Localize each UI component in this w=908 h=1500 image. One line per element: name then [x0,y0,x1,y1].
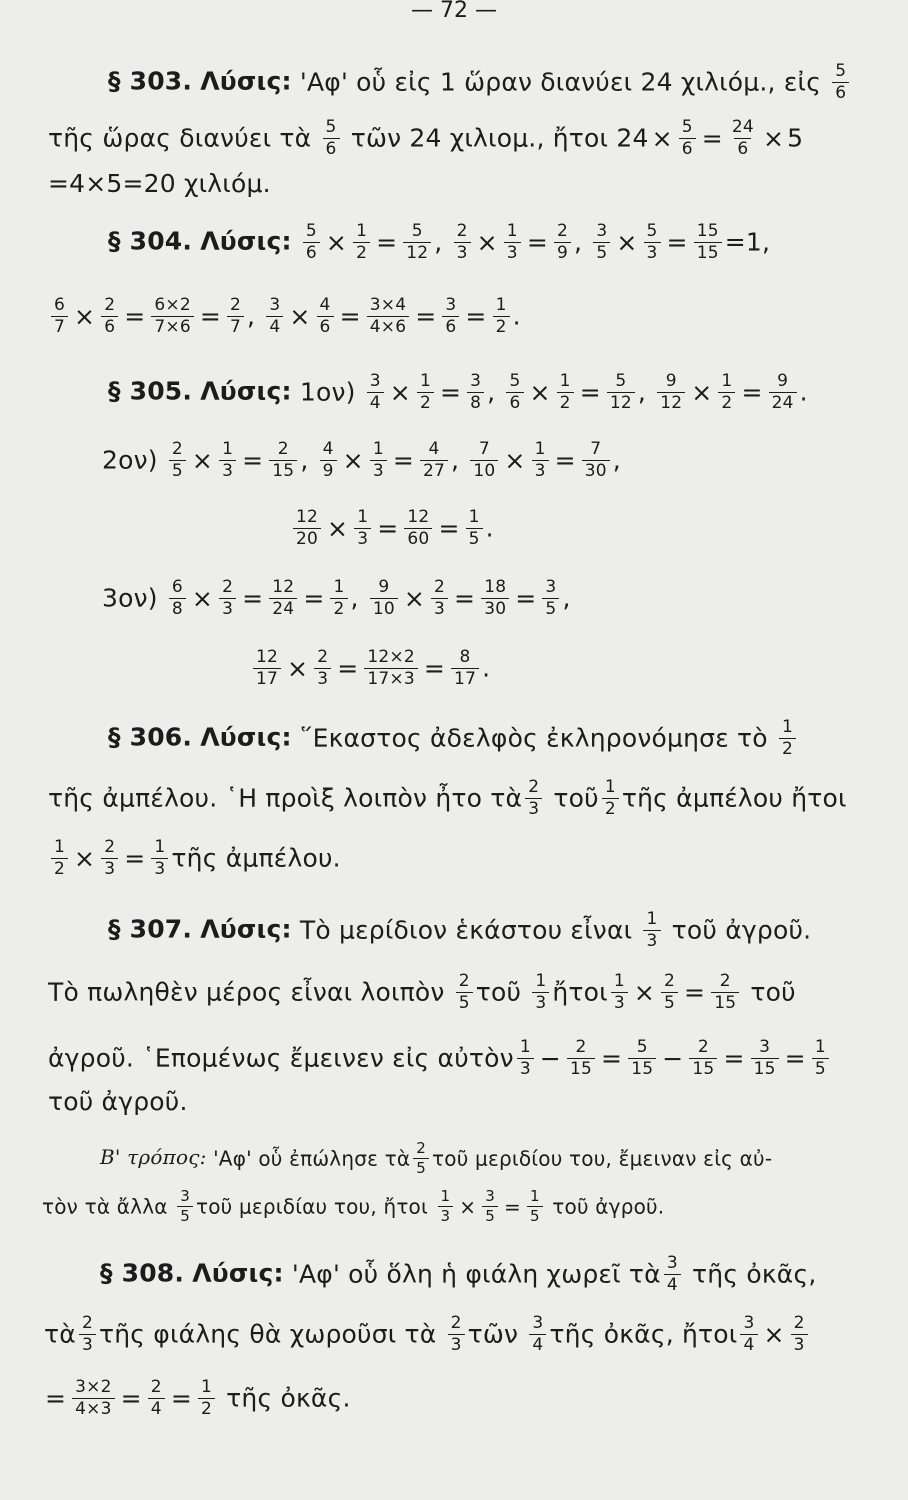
s307-line3 [48,1038,832,1079]
times-sign: × [762,123,785,153]
s304-line2 [48,296,521,337]
s305-line3 [290,508,494,549]
s308-line2 [44,1314,811,1355]
fraction: $\frac{2}{3}$ [525,778,542,819]
text: τῆς ὀκᾶς, [692,1259,817,1289]
page-number: — 72 — [411,0,497,23]
section-number: § 304. [108,226,193,256]
equals-sign: = [242,445,264,475]
s305-line5 [250,648,490,689]
fraction: $\frac{9}{10}$ [370,578,398,619]
s305-line4 [102,578,571,619]
fraction: $\frac{3}{4}$ [529,1314,546,1355]
fraction: $\frac{2}{3}$ [314,648,331,689]
times-sign: × [633,977,655,1007]
times-sign: × [476,227,498,257]
fraction: $\frac{3}{4}$ [266,296,283,337]
equals-sign: = [124,843,146,873]
fraction: $\frac{1}{2}$ [51,838,68,879]
fraction: $\frac{2}{9}$ [554,222,571,263]
times-sign: × [74,843,96,873]
times-sign: × [74,301,96,331]
text: τοῦ ἀγροῦ. [671,915,812,945]
text: τοῦ [475,977,522,1007]
times-sign: × [616,227,638,257]
s308-line3 [42,1378,351,1419]
fraction: $\frac{2}{5}$ [661,972,678,1013]
fraction: $\frac{2}{4}$ [148,1378,165,1419]
section-number: § 306. [108,722,193,752]
fraction: $\frac{5}{6}$ [506,372,523,413]
punctuation: . [799,377,808,407]
equals-sign: = [124,301,146,331]
text: τῆς ἀμπέλου ἤτοι [621,783,847,813]
part-label: 1ον) [299,377,356,407]
text: τοῦ μεριδίαυ του, ἤτοι [195,1194,428,1219]
text: =4×5=20 χιλιόμ. [48,169,271,198]
fraction: $\frac{24}{6}$ [731,117,754,159]
s305-line1 [108,372,808,413]
times-sign: × [327,513,349,543]
punctuation: . [512,301,521,331]
punctuation: , [451,445,460,475]
fraction: $\frac{5}{15}$ [628,1038,656,1079]
equals-sign: = [199,301,222,331]
punctuation: , [300,445,309,475]
fraction: $\frac{5}{12}$ [607,372,635,413]
s303-line3 [48,168,271,199]
fraction: $\frac{2}{5}$ [413,1140,429,1177]
solution-label: Λύσις: [200,722,292,752]
text: τῆς φιάλης θὰ χωροῦσι τὰ [98,1319,437,1349]
equals-sign: = [339,301,361,331]
text: τῶν [467,1319,519,1349]
text: ἤτοι [552,977,608,1007]
section-number: § 303. [108,66,193,96]
fraction: $\frac{12}{20}$ [293,508,321,549]
s307-line4 [48,1086,188,1117]
fraction: $\frac{1}{5}$ [812,1038,829,1079]
text: τῆς ἀμπέλου. ῾Η προὶξ λοιπὸν ἦτο τὰ [48,783,523,813]
punctuation: , [637,377,647,407]
fraction: $\frac{1}{3}$ [517,1038,534,1079]
text: 5 [787,123,804,153]
equals-sign: = [454,583,476,613]
punctuation: , [562,583,571,613]
equals-sign: = [526,227,548,257]
punctuation: , [247,301,256,331]
text: τῆς ὀκᾶς, ἤτοι [549,1319,738,1349]
section-number: § 308. [100,1258,185,1288]
fraction: $\frac{1}{3}$ [504,222,521,263]
fraction: $\frac{1}{5}$ [466,508,483,549]
fraction: $\frac{2}{3}$ [79,1314,96,1355]
fraction: $\frac{1}{3}$ [354,508,371,549]
text: τῆς ὀκᾶς. [226,1383,351,1413]
times-sign: × [389,377,411,407]
fraction: $\frac{1}{3}$ [532,972,549,1013]
section-number: § 307. [108,914,193,944]
punctuation: , [434,227,443,257]
equals-sign: = [701,123,723,153]
fraction: $\frac{2}{3}$ [101,838,118,879]
fraction: $\frac{9}{24}$ [769,372,797,413]
s306-line3 [48,838,341,879]
text: τοῦ ἀγροῦ. [552,1194,665,1219]
fraction: $\frac{5}{6}$ [679,118,696,159]
fraction: $\frac{3\times 2}{4\times 3}$ [72,1378,114,1419]
fraction: $\frac{15}{15}$ [694,222,722,263]
fraction: $\frac{1}{3}$ [219,440,236,481]
text: ἀγροῦ. ῾Επομένως ἔμεινεν εἰς αὐτὸν [48,1043,514,1073]
punctuation: , [574,227,583,257]
fraction: $\frac{5}{3}$ [644,222,661,263]
equals-sign: = [376,227,398,257]
fraction: $\frac{12}{17}$ [253,648,281,689]
times-sign: × [191,583,214,613]
s306-line2 [48,778,847,819]
fraction: $\frac{7}{30}$ [582,440,610,481]
equals-sign: = [465,301,487,331]
solution-label: Λύσις: [200,226,292,256]
fraction: $\frac{2}{7}$ [227,296,244,337]
times-sign: × [763,1319,785,1349]
fraction: $\frac{1}{3}$ [438,1188,454,1225]
fraction: $\frac{2}{6}$ [101,296,118,337]
text: τοῦ [750,977,796,1007]
s307-line5 [100,1140,772,1177]
fraction: $\frac{2}{5}$ [169,440,186,481]
text: τοῦ ἀγροῦ. [48,1087,188,1116]
minus-sign: − [539,1043,561,1073]
fraction: $\frac{12\times 2}{17\times 3}$ [364,648,418,689]
times-sign: × [342,445,364,475]
text: ῞Εκαστος ἀδελφὸς ἐκληρονόμησε τὸ [299,723,768,753]
s306-line1 [108,718,799,759]
equals-sign: = [377,513,399,543]
times-sign: × [459,1194,477,1219]
fraction: $\frac{3}{5}$ [177,1188,193,1225]
part-label: 2ον) [102,445,158,475]
equals-sign: = [415,301,437,331]
s303-line2 [48,118,803,159]
equals-sign: = [303,583,325,613]
fraction: $\frac{1}{2}$ [330,578,347,619]
fraction: $\frac{3\times 4}{4\times 6}$ [367,296,409,337]
text: τῶν 24 χιλιομ., ἤτοι 24 [350,123,649,153]
s308-line1 [100,1254,817,1295]
s303-line1 [108,62,852,103]
fraction: $\frac{12}{60}$ [404,508,432,549]
fraction: $\frac{2}{3}$ [454,222,471,263]
text: Τὸ πωληθὲν μέρος εἶναι λοιπὸν [48,977,445,1007]
text: τοῦ [553,783,599,813]
fraction: $\frac{6}{8}$ [169,578,186,619]
fraction: $\frac{2}{3}$ [791,1314,808,1355]
fraction: $\frac{18}{30}$ [481,578,509,619]
fraction: $\frac{4}{6}$ [317,296,334,337]
fraction: $\frac{5}{6}$ [323,118,340,159]
punctuation: . [485,513,494,543]
text: 'Αφ' οὗ ἐπώλησε τὰ [213,1146,411,1171]
fraction: $\frac{4}{27}$ [420,440,448,481]
fraction: $\frac{5}{6}$ [303,222,320,263]
solution-label: Λύσις: [200,66,292,96]
solution-label: Λύσις: [192,1258,284,1288]
fraction: $\frac{1}{3}$ [532,440,549,481]
equals-sign: = [666,227,688,257]
fraction: $\frac{3}{5}$ [482,1188,498,1225]
times-sign: × [691,377,713,407]
fraction: $\frac{2}{3}$ [431,578,448,619]
s307-line1 [108,910,811,951]
fraction: $\frac{3}{5}$ [593,222,610,263]
times-sign: × [651,123,673,153]
text: Τὸ μερίδιον ἑκάστου εἶναι [299,915,633,945]
equals-sign: = [504,1194,521,1219]
fraction: $\frac{12}{24}$ [269,578,297,619]
times-sign: × [287,653,309,683]
times-sign: × [504,445,526,475]
fraction: $\frac{1}{2}$ [718,372,735,413]
equals-sign: = [723,1043,745,1073]
text: =1, [724,227,771,257]
fraction: $\frac{1}{3}$ [611,972,628,1013]
punctuation: . [482,653,491,683]
equals-sign: = [170,1383,192,1413]
minus-sign: − [662,1043,684,1073]
text: τὰ [44,1319,76,1349]
fraction: $\frac{2}{15}$ [567,1038,595,1079]
text: 'Αφ' οὗ εἰς 1 ὥραν διανύει 24 χιλιόμ., εἰς [299,67,822,97]
equals-sign: = [423,653,446,683]
s307-line2 [48,972,796,1013]
times-sign: × [289,301,311,331]
times-sign: × [529,377,551,407]
fraction: $\frac{1}{2}$ [602,778,619,819]
fraction: $\frac{1}{5}$ [527,1188,543,1225]
equals-sign: = [337,653,359,683]
fraction: $\frac{1}{3}$ [151,838,168,879]
equals-sign: = [579,377,601,407]
text: τοῦ μεριδίου του, ἔμειναν εἰς αὐ- [432,1146,773,1171]
fraction: $\frac{2}{15}$ [689,1038,717,1079]
fraction: $\frac{1}{3}$ [370,440,387,481]
equals-sign: = [515,583,537,613]
part-label: 3ον) [102,583,158,613]
s307-line6 [42,1188,664,1225]
fraction: $\frac{1}{2}$ [417,372,434,413]
text: 'Αφ' οὗ ὅλη ἡ φιάλη χωρεῖ τὰ [291,1259,661,1289]
punctuation: , [350,583,359,613]
fraction: $\frac{2}{5}$ [456,972,473,1013]
solution-label: Λύσις: [200,914,292,944]
text: τῆς ἀμπέλου. [171,843,341,873]
fraction: $\frac{5}{12}$ [403,222,431,263]
fraction: $\frac{2}{3}$ [448,1314,465,1355]
equals-sign: = [45,1383,67,1413]
fraction: $\frac{3}{4}$ [367,372,384,413]
equals-sign: = [242,583,264,613]
fraction: $\frac{2}{3}$ [219,578,236,619]
fraction: $\frac{1}{2}$ [557,372,574,413]
equals-sign: = [438,513,460,543]
fraction: $\frac{4}{9}$ [320,440,337,481]
fraction: $\frac{6}{7}$ [51,296,68,337]
equals-sign: = [684,977,706,1007]
fraction: $\frac{2}{15}$ [269,440,297,481]
times-sign: × [191,445,214,475]
equals-sign: = [784,1043,806,1073]
fraction: $\frac{9}{12}$ [657,372,685,413]
equals-sign: = [741,377,763,407]
punctuation: , [487,377,496,407]
times-sign: × [403,583,426,613]
s305-line2 [102,440,621,481]
s304-line1 [108,222,770,263]
fraction: $\frac{3}{4}$ [740,1314,757,1355]
fraction: $\frac{3}{15}$ [751,1038,779,1079]
solution-label: Λύσις: [200,376,292,406]
equals-sign: = [120,1383,142,1413]
fraction: $\frac{7}{10}$ [470,440,498,481]
punctuation: , [612,445,621,475]
equals-sign: = [392,445,414,475]
text: τῆς ὥρας διανύει τὰ [48,123,312,153]
method-label: Β' τρόπος: [100,1145,207,1169]
fraction: $\frac{3}{6}$ [442,296,459,337]
fraction: $\frac{3}{4}$ [664,1254,681,1295]
fraction: $\frac{6\times 2}{7\times 6}$ [151,296,193,337]
fraction: $\frac{8}{17}$ [451,648,479,689]
fraction: $\frac{3}{8}$ [467,372,484,413]
equals-sign: = [601,1043,623,1073]
equals-sign: = [439,377,462,407]
fraction: $\frac{3}{5}$ [542,578,559,619]
fraction: $\frac{1}{2}$ [779,718,796,759]
fraction: $\frac{1}{2}$ [493,296,510,337]
fraction: $\frac{1}{2}$ [353,222,370,263]
text: τὸν τὰ ἄλλα [42,1194,168,1219]
fraction: $\frac{1}{2}$ [198,1378,215,1419]
fraction: $\frac{2}{15}$ [711,972,739,1013]
fraction: $\frac{5}{6}$ [832,62,849,103]
times-sign: × [325,227,348,257]
equals-sign: = [554,445,576,475]
fraction: $\frac{1}{3}$ [643,910,660,951]
section-number: § 305. [108,376,193,406]
